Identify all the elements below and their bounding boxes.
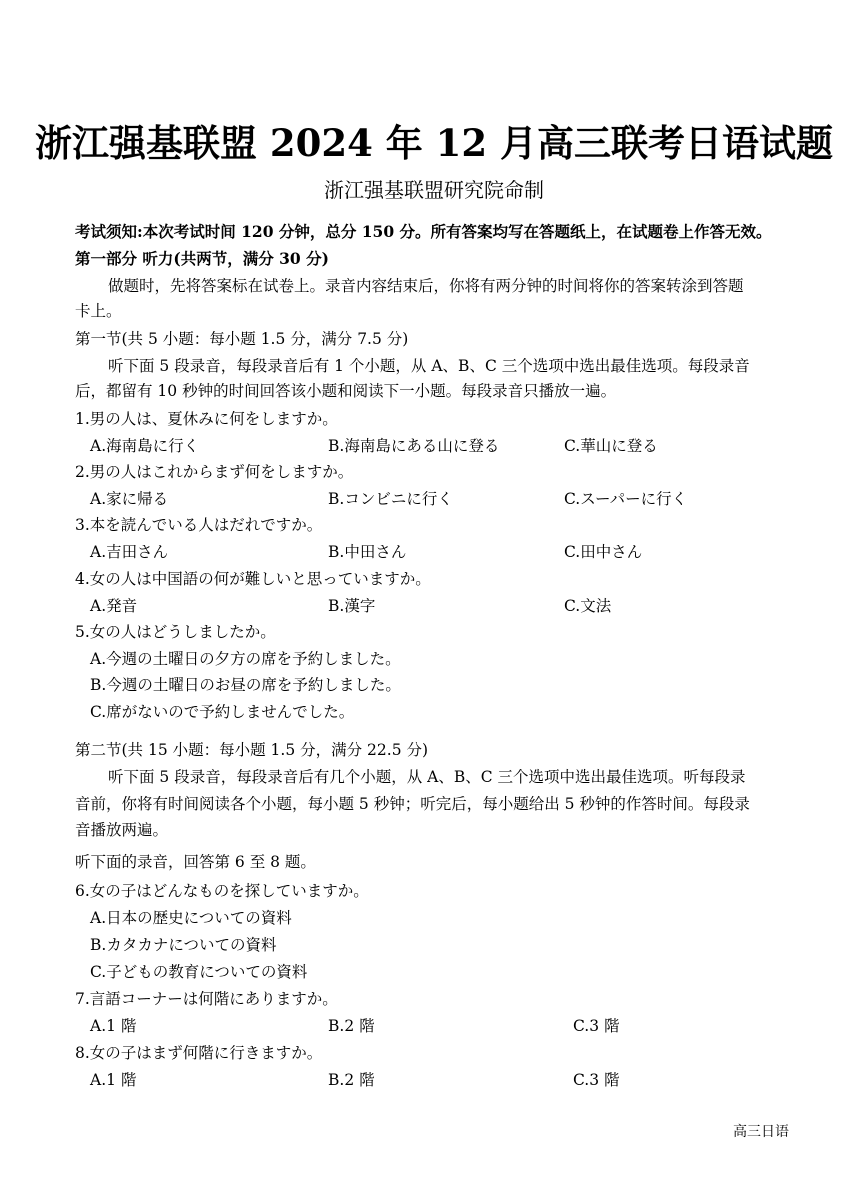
question-option: B.中田さん xyxy=(328,543,407,561)
question-option: C.3 階 xyxy=(573,1017,620,1035)
exam-notice: 考试须知:本次考试时间 120 分钟，总分 150 分。所有答案均写在答题纸上，在试题卷上作答无效。 xyxy=(75,222,772,241)
question-stem: 6.女の子はどんなものを探していますか。 xyxy=(75,882,369,900)
question-option: C.華山に登る xyxy=(564,437,658,455)
exam-subtitle: 浙江强基联盟研究院命制 xyxy=(324,178,544,202)
section1-intro-line1: 听下面 5 段录音，每段录音后有 1 个小题，从 A、B、C 三个选项中选出最佳选项。每段录音 xyxy=(108,357,750,375)
question-option: A.海南島に行く xyxy=(90,437,200,455)
question-stem: 7.言語コーナーは何階にありますか。 xyxy=(75,990,338,1008)
question-option: B.2 階 xyxy=(328,1071,375,1089)
question-stem: 3.本を読んでいる人はだれですか。 xyxy=(75,516,323,534)
question-option: C.スーパーに行く xyxy=(564,490,688,508)
question-option: A.1 階 xyxy=(90,1017,137,1035)
question-stem: 8.女の子はまず何階に行きますか。 xyxy=(75,1044,323,1062)
question-option: C.文法 xyxy=(564,597,612,615)
section1-intro-line2: 后，都留有 10 秒钟的时间回答该小题和阅读下一小题。每段录音只播放一遍。 xyxy=(75,382,617,400)
section2-intro-line3: 音播放两遍。 xyxy=(75,821,169,839)
question-option: B.今週の土曜日のお昼の席を予約しました。 xyxy=(90,676,401,694)
question-option: C.田中さん xyxy=(564,543,643,561)
exam-title: 浙江强基联盟 2024 年 12 月高三联考日语试题 xyxy=(35,121,833,165)
question-stem: 2.男の人はこれからまず何をしますか。 xyxy=(75,463,354,481)
section2-heading: 第二节(共 15 小题：每小题 1.5 分，满分 22.5 分) xyxy=(75,741,429,759)
page-footer: 高三日语 xyxy=(733,1124,789,1140)
question-option: C.子どもの教育についての資料 xyxy=(90,963,308,981)
question-option: A.家に帰る xyxy=(90,490,169,508)
question-option: A.1 階 xyxy=(90,1071,137,1089)
question-stem: 1.男の人は、夏休みに何をしますか。 xyxy=(75,410,338,428)
group-prompt: 听下面的录音，回答第 6 至 8 题。 xyxy=(75,853,316,871)
part1-intro-line1: 做题时，先将答案标在试卷上。录音内容结束后，你将有两分钟的时间将你的答案转涂到答题 xyxy=(108,277,744,295)
question-option: B.カタカナについての資料 xyxy=(90,936,277,954)
question-option: C.席がないので予約しませんでした。 xyxy=(90,703,355,721)
question-option: A.今週の土曜日の夕方の席を予約しました。 xyxy=(90,650,401,668)
section2-intro-line2: 音前，你将有时间阅读各个小题，每小题 5 秒钟；听完后，每小题给出 5 秒钟的作答时间。每段录 xyxy=(75,795,750,813)
question-option: B.2 階 xyxy=(328,1017,375,1035)
question-stem: 5.女の人はどうしましたか。 xyxy=(75,623,276,641)
question-stem: 4.女の人は中国語の何が難しいと思っていますか。 xyxy=(75,570,431,588)
question-option: A.発音 xyxy=(90,597,138,615)
part1-intro-line2: 卡上。 xyxy=(75,302,122,320)
question-option: A.吉田さん xyxy=(90,543,169,561)
question-option: B.漢字 xyxy=(328,597,376,615)
part1-heading: 第一部分 听力(共两节，满分 30 分) xyxy=(75,249,329,268)
question-option: C.3 階 xyxy=(573,1071,620,1089)
question-option: B.海南島にある山に登る xyxy=(328,437,500,455)
section1-heading: 第一节(共 5 小题：每小题 1.5 分，满分 7.5 分) xyxy=(75,330,409,348)
section2-intro-line1: 听下面 5 段录音，每段录音后有几个小题，从 A、B、C 三个选项中选出最佳选项。听每段录 xyxy=(108,768,746,786)
question-option: B.コンビニに行く xyxy=(328,490,453,508)
question-option: A.日本の歴史についての資料 xyxy=(90,909,292,927)
